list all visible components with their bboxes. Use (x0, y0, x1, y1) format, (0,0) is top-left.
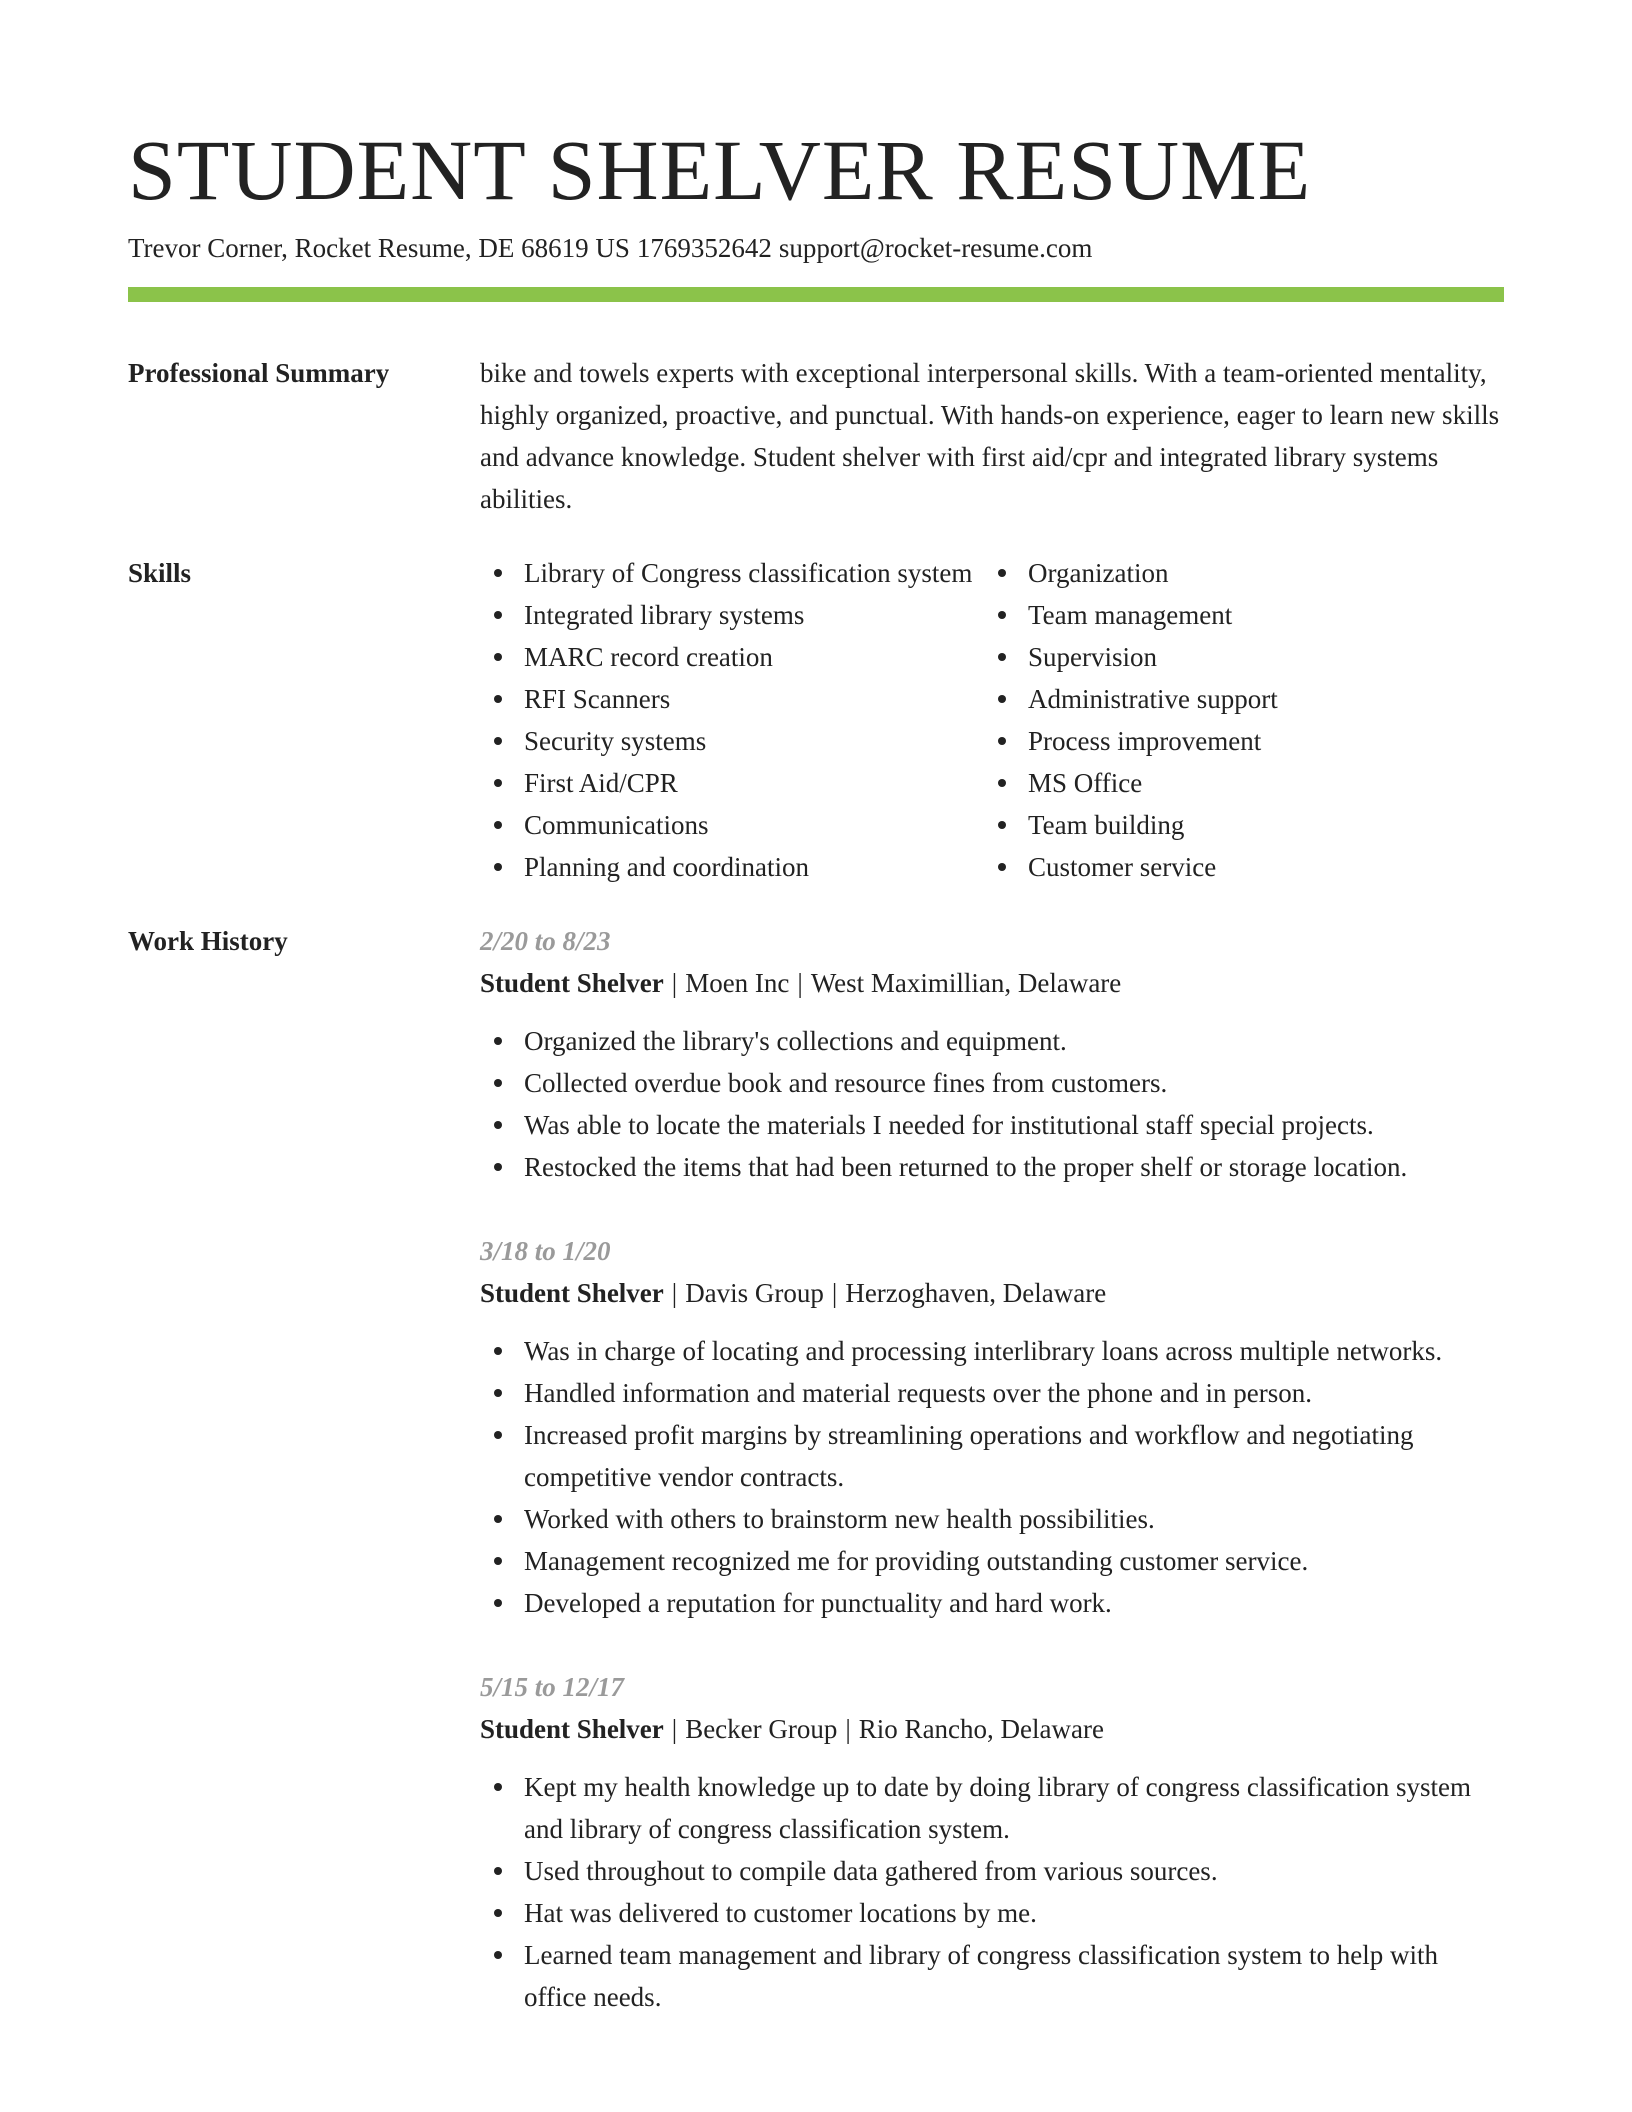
job-bullet: Collected overdue book and resource fines from customers. (480, 1062, 1504, 1104)
job-entry (480, 1666, 1504, 2018)
skill-item: Process improvement (984, 720, 1484, 762)
accent-divider (128, 287, 1504, 302)
job-bullet: Learned team management and library of congress classification system to help with office needs. (480, 1934, 1504, 2018)
summary-text: bike and towels experts with exceptional interpersonal skills. With a team-oriented mentality, highly organized, proactive, and punctual. With hands-on experience, eager to learn new skills and advance knowledge. Student shelver with first aid/cpr and integrated library systems abilities. (480, 358, 1500, 514)
job-bullet: Organized the library's collections and equipment. (480, 1020, 1504, 1062)
summary-body (480, 352, 1504, 520)
job-bullet: Handled information and material requests over the phone and in person. (480, 1372, 1504, 1414)
job-bullet: Hat was delivered to customer locations by me. (480, 1892, 1504, 1934)
section-heading-summary: Professional Summary (128, 358, 390, 388)
skill-item: MS Office (984, 762, 1484, 804)
job-bullet: Developed a reputation for punctuality and hard work. (480, 1582, 1504, 1624)
separator: | (831, 1278, 838, 1308)
skill-item: Security systems (480, 720, 984, 762)
section-heading-skills: Skills (128, 558, 192, 588)
skill-item: MARC record creation (480, 636, 984, 678)
job-bullet: Used throughout to compile data gathered from various sources. (480, 1850, 1504, 1892)
skills-columns (480, 552, 1504, 888)
job-header (480, 1272, 1504, 1314)
job-dates: 2/20 to 8/23 (480, 926, 611, 956)
job-location: Herzoghaven, Delaware (845, 1278, 1107, 1308)
skills-list-left (480, 552, 984, 888)
skill-item: Team building (984, 804, 1484, 846)
skill-item: Organization (984, 552, 1484, 594)
job-company: Becker Group (685, 1714, 838, 1744)
contact-line (128, 230, 1504, 266)
separator: | (671, 1714, 678, 1744)
contact-phone: 1769352642 (636, 233, 772, 263)
section-heading-work-history: Work History (128, 926, 288, 956)
skills-body (480, 552, 1504, 888)
document-title: STUDENT SHELVER RESUME (128, 122, 1312, 218)
skill-item: Supervision (984, 636, 1484, 678)
job-dates: 3/18 to 1/20 (480, 1236, 611, 1266)
job-bullet: Was able to locate the materials I needed for institutional staff special projects. (480, 1104, 1504, 1146)
separator: | (671, 968, 678, 998)
job-dates: 5/15 to 12/17 (480, 1672, 625, 1702)
skill-item: Customer service (984, 846, 1484, 888)
job-bullets (480, 1330, 1504, 1624)
skill-item: RFI Scanners (480, 678, 984, 720)
work-history-body (480, 920, 1504, 2018)
contact-address: Trevor Corner, Rocket Resume, DE 68619 US (128, 233, 630, 263)
job-title: Student Shelver (480, 1278, 664, 1308)
job-company: Moen Inc (685, 968, 790, 998)
work-history-section (128, 920, 1504, 2018)
job-bullet: Management recognized me for providing outstanding customer service. (480, 1540, 1504, 1582)
separator: | (845, 1714, 851, 1744)
job-bullet: Worked with others to brainstorm new health possibilities. (480, 1498, 1504, 1540)
skills-list-right (984, 552, 1484, 888)
resume-page (128, 118, 1504, 2050)
job-company: Davis Group (685, 1278, 824, 1308)
skill-item: Communications (480, 804, 984, 846)
skill-item: Planning and coordination (480, 846, 984, 888)
job-bullet: Increased profit margins by streamlining operations and workflow and negotiating competitive vendor contracts. (480, 1414, 1504, 1498)
job-bullet: Was in charge of locating and processing interlibrary loans across multiple networks. (480, 1330, 1504, 1372)
job-location: Rio Rancho, Delaware (858, 1714, 1104, 1744)
job-header (480, 1708, 1504, 1750)
skill-item: First Aid/CPR (480, 762, 984, 804)
job-bullet: Restocked the items that had been returned to the proper shelf or storage location. (480, 1146, 1504, 1188)
job-location: West Maximillian, Delaware (810, 968, 1122, 998)
skills-section (128, 552, 1504, 888)
job-title: Student Shelver (480, 1714, 664, 1744)
job-bullets (480, 1766, 1504, 2018)
separator: | (797, 968, 803, 998)
job-bullets (480, 1020, 1504, 1188)
job-title: Student Shelver (480, 968, 664, 998)
job-bullet: Kept my health knowledge up to date by doing library of congress classification system and library of congress classification system. (480, 1766, 1504, 1850)
job-header (480, 962, 1504, 1004)
separator: | (671, 1278, 678, 1308)
professional-summary-section (128, 352, 1504, 520)
job-entry (480, 920, 1504, 1188)
skill-item: Team management (984, 594, 1484, 636)
skill-item: Integrated library systems (480, 594, 984, 636)
skill-item: Administrative support (984, 678, 1484, 720)
skill-item: Library of Congress classification system (480, 552, 984, 594)
contact-email: support@rocket-resume.com (778, 233, 1093, 263)
job-entry (480, 1230, 1504, 1624)
